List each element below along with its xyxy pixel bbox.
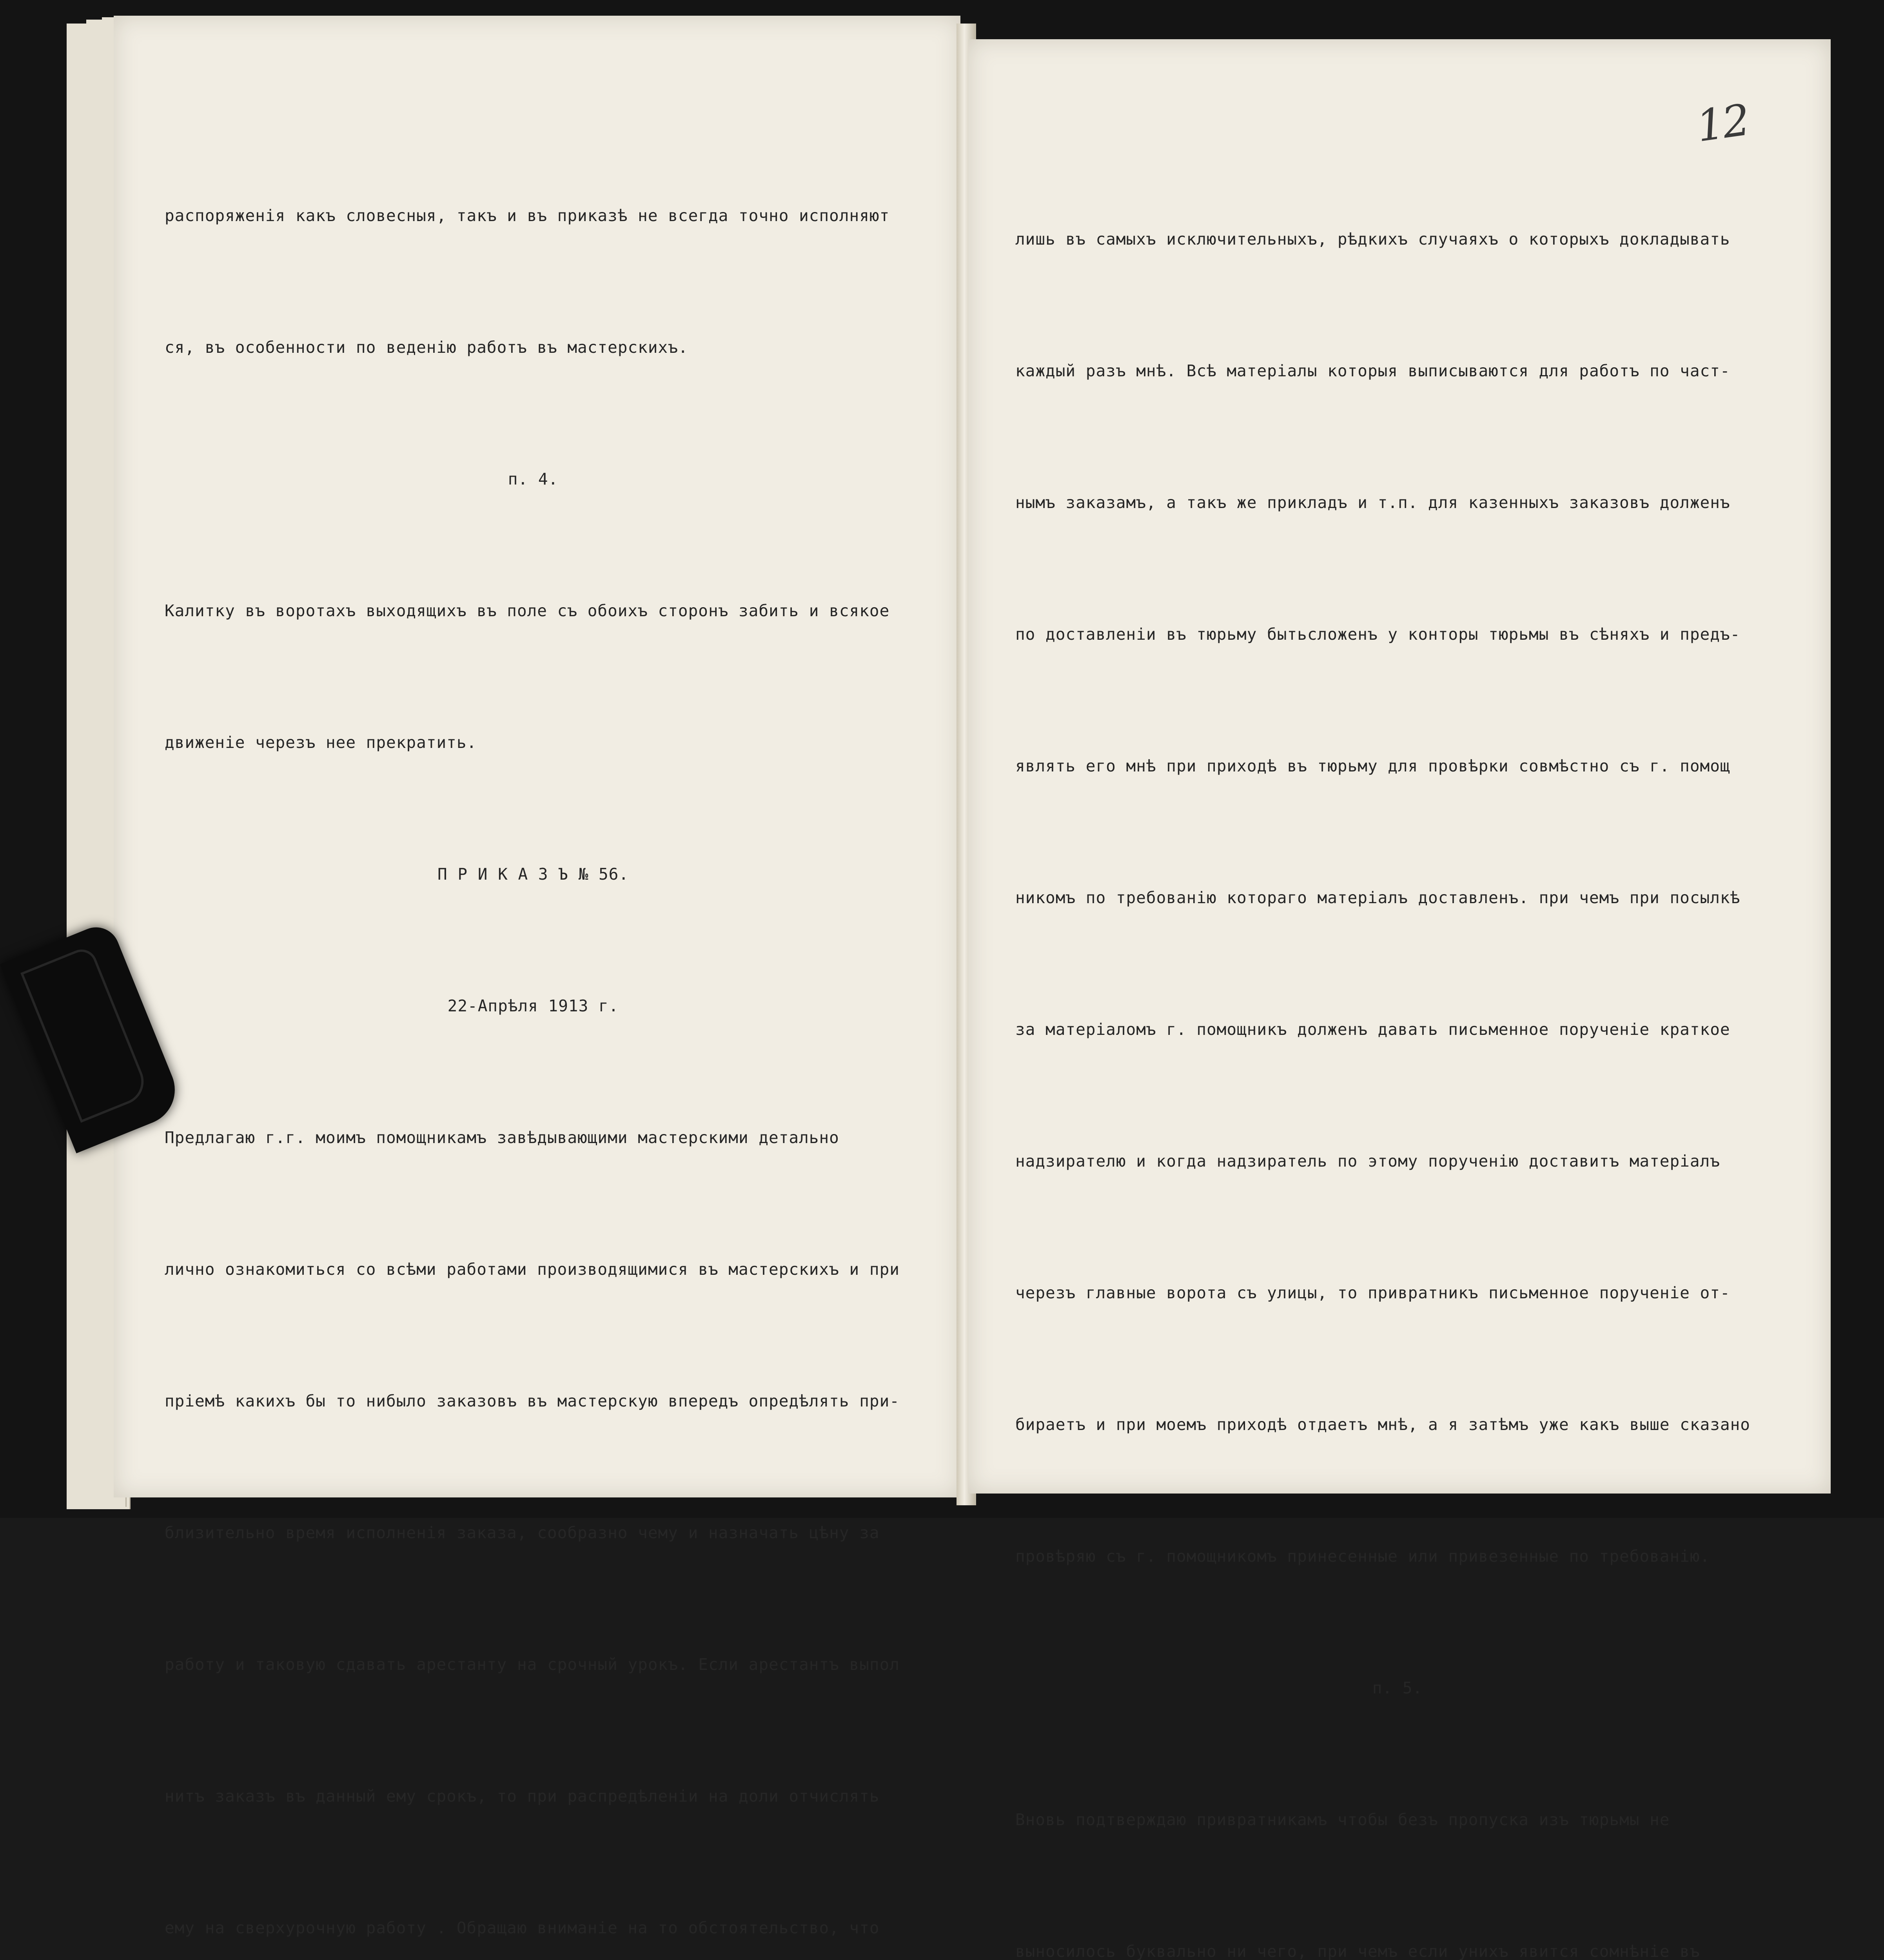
left-page <box>114 16 960 1937</box>
folio-number: 12 <box>1693 94 1752 152</box>
text-line: Вновь подтверждаю привратникамъ чтобы безъ пропуска изъ тюрьмы не <box>1015 1810 1670 1829</box>
text-line: надзирателю и когда надзиратель по этому порученію доставитъ матеріалъ <box>1015 1152 1720 1171</box>
text-line: ему на сверхурочную работу . Обращаю вниманіе на то обстоятельство, что <box>165 1918 880 1937</box>
text-line: каждый разъ мнѣ. Всѣ матеріалы которыя выписываются для работъ по част- <box>1015 361 1730 380</box>
order-date: 22-Апрѣля 1913 г. <box>447 996 619 1015</box>
text-line: никомъ по требованію котораго матеріалъ доставленъ. при чемъ при посылкѣ <box>1015 888 1741 907</box>
text-line: близительно время исполненія заказа, сообразно чему и назначать цѣну за <box>165 1523 880 1542</box>
right-page <box>968 39 1831 1960</box>
section-heading: п. 5. <box>1372 1679 1423 1697</box>
text-line: провѣряю съ г. помощникомъ принесенные или привезенные по требованію. <box>1015 1547 1710 1566</box>
text-line: нитъ заказъ въ данный ему срокъ, то при распредѣленіи на доли отчислять <box>165 1787 880 1806</box>
text-line: ся, въ особенности по веденію работъ въ мастерскихъ. <box>165 338 688 357</box>
text-line: распоряженія какъ словесныя, такъ и въ приказѣ не всегда точно исполняют <box>165 206 890 225</box>
text-line: Калитку въ воротахъ выходящихъ въ поле съ обоихъ сторонъ забить и всякое <box>165 601 890 620</box>
left-page-text <box>165 106 910 1960</box>
text-line: выносилось буквально ни чего, при чемъ если унихъ явится сомнѣніе въ <box>1015 1942 1700 1960</box>
text-line: по доставленіи въ тюрьму бытьсложенъ у конторы тюрьмы въ сѣняхъ и предъ- <box>1015 625 1741 644</box>
text-line: бираетъ и при моемъ приходѣ отдаетъ мнѣ, а я затѣмъ уже какъ выше сказано <box>1015 1415 1750 1434</box>
section-heading: п. 4. <box>508 470 559 488</box>
text-line: нымъ заказамъ, а такъ же прикладъ и т.п. для казенныхъ заказовъ долженъ <box>1015 493 1730 512</box>
text-line: Предлагаю г.г. моимъ помощникамъ завѣдывающими мастерскими детально <box>165 1128 839 1147</box>
order-title: П Р И К А З Ъ № 56. <box>437 865 629 884</box>
text-line: лично ознакомиться со всѣми работами производящимися въ мастерскихъ и при <box>165 1260 900 1279</box>
text-line: черезъ главные ворота съ улицы, то привратникъ письменное порученіе от- <box>1015 1283 1730 1302</box>
right-page-text <box>1015 129 1780 1960</box>
text-line: движеніе черезъ нее прекратить. <box>165 733 477 752</box>
text-line: являть его мнѣ при приходѣ въ тюрьму для провѣрки совмѣстно съ г. помощ <box>1015 757 1730 775</box>
text-line: работу и таковую сдавать арестанту на срочный урокъ. Если арестантъ выпол <box>165 1655 900 1674</box>
text-line: пріемѣ какихъ бы то нибыло заказовъ въ мастерскую впередъ опредѣлять при- <box>165 1392 900 1410</box>
text-line: лишь въ самыхъ исключительныхъ, рѣдкихъ случаяхъ о которыхъ докладывать <box>1015 230 1730 249</box>
text-line: за матеріаломъ г. помощникъ долженъ давать письменное порученіе краткое <box>1015 1020 1730 1039</box>
